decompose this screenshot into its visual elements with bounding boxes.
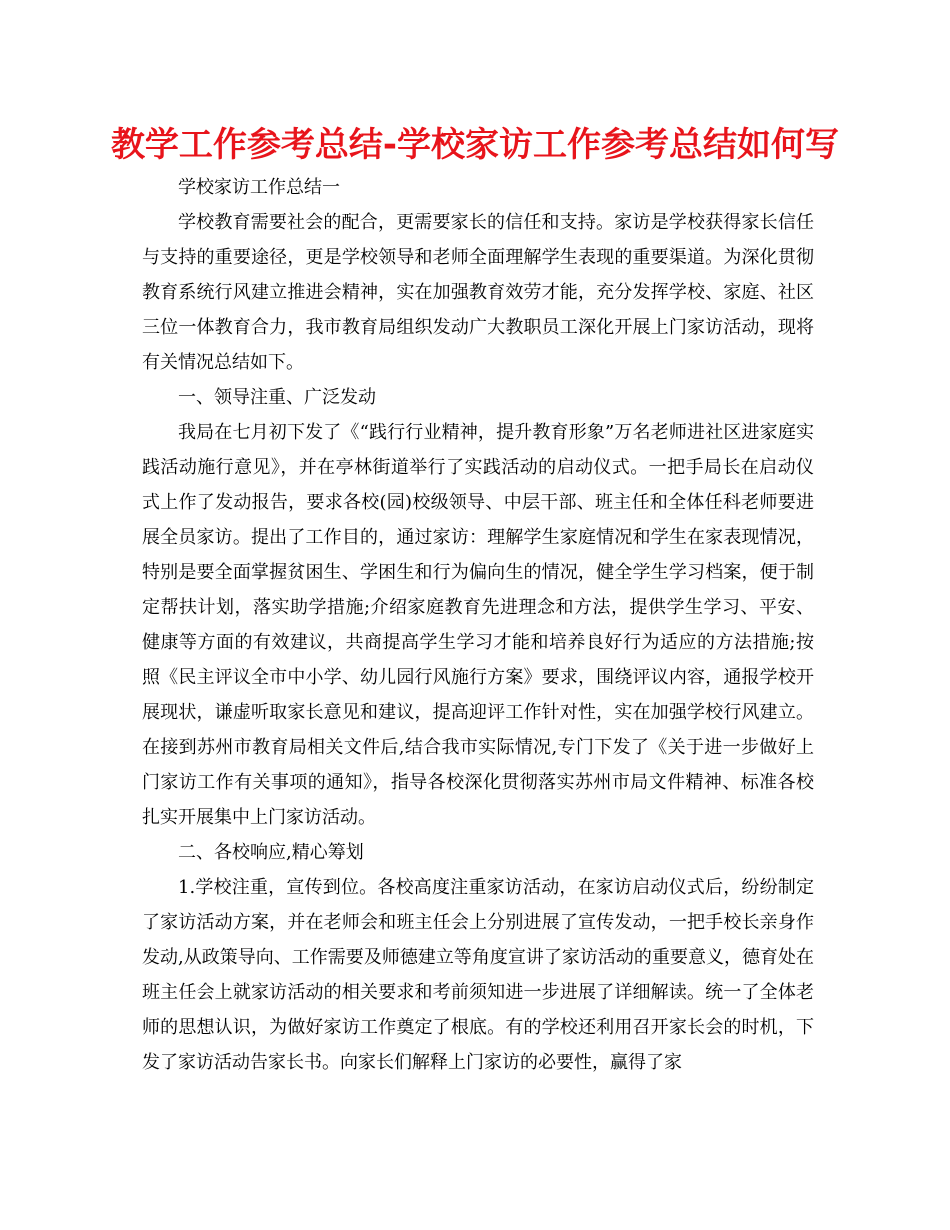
section-heading: 二、各校响应,精心筹划 — [178, 842, 364, 863]
paragraph: 学校教育需要社会的配合，更需要家长的信任和支持。家访是学校获得家长信任与支持的重要途径，更是学校领导和老师全面理解学生表现的重要渠道。为深化贯彻教育系统行风建立推进会精神，实在加强教育效劳才能，充分发挥学校、家庭、社区三位一体教育合力，我市教育局组织发动广大教职员工深化开展上门家访活动，现将有关情况总结如下。 — [142, 212, 814, 373]
section-heading: 学校家访工作总结一 — [178, 177, 340, 198]
section-heading: 一、领导注重、广泛发动 — [178, 387, 376, 408]
paragraph: 我局在七月初下发了《“践行行业精神，提升教育形象”万名老师进社区进家庭实践活动施行意见》，并在亭林街道举行了实践活动的启动仪式。一把手局长在启动仪式上作了发动报告，要求各校(园)校级领导、中层干部、班主任和全体任科老师要进展全员家访。提出了工作目的，通过家访：理解学生家庭情况和学生在家表现情况，特别是要全面掌握贫困生、学困生和行为偏向生的情况，健全学生学习档案，便于制定帮扶计划，落实助学措施;介绍家庭教育先进理念和方法，提供学生学习、平安、健康等方面的有效建议，共商提高学生学习才能和培养良好行为适应的方法措施;按照《民主评议全市中小学、幼儿园行风施行方案》要求，围绕评议内容，通报学校开展现状，谦虚听取家长意见和建议，提高迎评工作针对性，实在加强学校行风建立。在接到苏州市教育局相关文件后,结合我市实际情况,专门下发了《关于进一步做好上门家访工作有关事项的通知》，指导各校深化贯彻落实苏州市局文件精神、标准各校扎实开展集中上门家访活动。 — [142, 422, 814, 828]
document-title: 教学工作参考总结-学校家访工作参考总结如何写 — [110, 125, 840, 165]
document-body — [142, 170, 814, 1080]
paragraph: 1.学校注重，宣传到位。各校高度注重家访活动，在家访启动仪式后，纷纷制定了家访活动方案，并在老师会和班主任会上分别进展了宣传发动，一把手校长亲身作发动,从政策导向、工作需要及师德建立等角度宣讲了家访活动的重要意义，德育处在班主任会上就家访活动的相关要求和考前须知进一步进展了详细解读。统一了全体老师的思想认识，为做好家访工作奠定了根底。有的学校还利用召开家长会的时机，下发了家访活动告家长书。向家长们解释上门家访的必要性，赢得了家 — [142, 877, 814, 1073]
